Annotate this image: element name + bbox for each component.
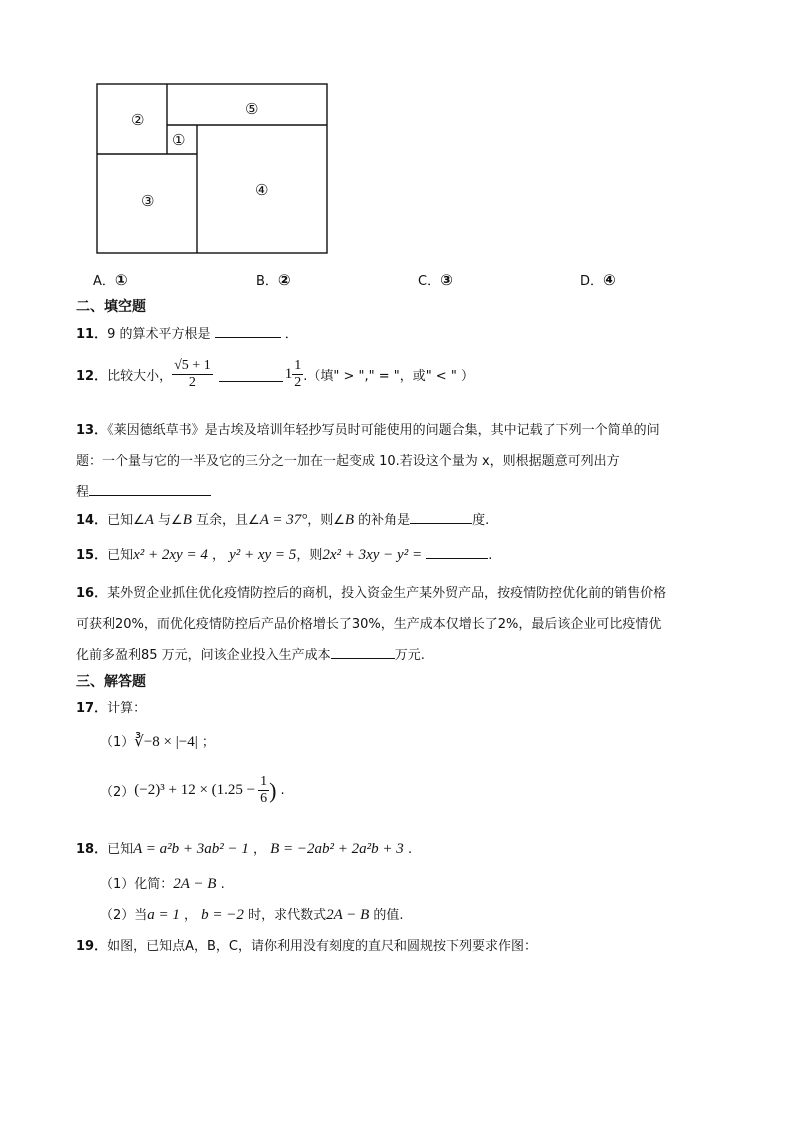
text: ； bbox=[201, 735, 215, 750]
answer-blank[interactable] bbox=[215, 323, 281, 338]
question-number: 11． bbox=[76, 327, 108, 342]
expr: A = 37° bbox=[259, 512, 308, 528]
section-heading-solve: 三、解答题 bbox=[76, 674, 146, 690]
option-a[interactable] bbox=[93, 270, 128, 289]
question-number: 14． bbox=[76, 513, 108, 528]
region-2-label: ② bbox=[131, 111, 145, 129]
region-3-label: ③ bbox=[141, 192, 155, 210]
question-text: 9 的算术平方根是 bbox=[107, 327, 211, 342]
paren: ) bbox=[269, 777, 277, 803]
question-end: 度. bbox=[472, 513, 490, 528]
question-number: 19． bbox=[76, 939, 108, 954]
question-line3: 化前多盈利85 万元，问该企业投入生产成本 bbox=[76, 648, 331, 663]
question-16 bbox=[76, 578, 666, 671]
fraction-sqrt5: $\frac{√5 + 1}{2}$ bbox=[174, 358, 211, 390]
question-text: 比较大小， bbox=[107, 369, 173, 384]
option-b[interactable] bbox=[256, 270, 291, 289]
question-text: 如图，已知点A，B，C，请你利用没有刻度的直尺和圆规按下列要求作图： bbox=[107, 939, 537, 954]
question-number: 18． bbox=[76, 842, 108, 857]
expr: y² + xy = 5 bbox=[229, 547, 297, 563]
region-4-label: ④ bbox=[255, 181, 269, 199]
question-11 bbox=[76, 323, 298, 342]
text: 的值. bbox=[373, 908, 404, 923]
text: 互余，且∠ bbox=[191, 513, 260, 528]
text: 已知 bbox=[107, 842, 134, 857]
question-15: 15．已知x² + 2xy = 4 ， y² + xy = 5，则2x² + 3xy − y² = . bbox=[76, 544, 492, 564]
part-label: （2） bbox=[100, 785, 135, 800]
expr: b = −2 bbox=[201, 907, 244, 923]
option-value: ① bbox=[114, 271, 128, 289]
text: 已知∠ bbox=[107, 513, 145, 528]
option-value: ③ bbox=[440, 271, 453, 289]
expr: A = a²b + 3ab² − 1 bbox=[133, 841, 249, 857]
question-end: . bbox=[488, 548, 493, 563]
question-17-part-2 bbox=[100, 774, 285, 807]
option-letter: B． bbox=[256, 274, 278, 289]
option-value: ② bbox=[277, 271, 291, 289]
answer-blank[interactable] bbox=[89, 481, 211, 496]
question-end: 万元. bbox=[394, 648, 425, 663]
answer-blank[interactable] bbox=[331, 644, 395, 659]
text: ，则 bbox=[296, 548, 323, 563]
question-number: 13． bbox=[76, 423, 108, 438]
expr: a = 1 bbox=[147, 907, 180, 923]
question-number: 12． bbox=[76, 369, 108, 384]
answer-blank[interactable] bbox=[426, 544, 488, 559]
question-17 bbox=[76, 697, 146, 716]
part-label: （2）当 bbox=[100, 908, 148, 923]
expr: x² + 2xy = 4 bbox=[133, 547, 208, 563]
fraction-one-sixth: $\frac{1}{6}$ bbox=[260, 774, 268, 806]
question-18-part-1 bbox=[100, 873, 225, 893]
text: ，则∠ bbox=[307, 513, 345, 528]
part-label: （1） bbox=[100, 735, 135, 750]
question-line2: 可获利20%，而优化疫情防控后产品价格增长了30%，生产成本仅增长了2%，最后该企业可比疫情优 bbox=[76, 617, 662, 632]
expr: B = −2ab² + 2a²b + 3 bbox=[270, 841, 404, 857]
question-line3: 程 bbox=[76, 485, 90, 500]
question-number: 15． bbox=[76, 548, 108, 563]
expr: ∛−8 × |−4| bbox=[134, 734, 198, 750]
question-13 bbox=[76, 415, 660, 508]
question-17-part-1 bbox=[100, 731, 215, 751]
option-value: ④ bbox=[603, 271, 616, 289]
question-number: 17． bbox=[76, 701, 108, 716]
var-b: B bbox=[182, 512, 192, 528]
question-12 bbox=[76, 358, 474, 391]
question-18: 18．已知A = a²b + 3ab² − 1 ， B = −2ab² + 2a²b + 3 . bbox=[76, 841, 413, 857]
question-19 bbox=[76, 935, 537, 954]
mixed-whole: 1 bbox=[284, 366, 293, 382]
rectangle-figure bbox=[90, 78, 335, 260]
region-5-label: ⑤ bbox=[245, 100, 259, 118]
question-end: ． bbox=[284, 327, 298, 342]
question-18-part-2: （2）当a = 1 ， b = −2 时，求代数式2A − B 的值. bbox=[100, 907, 404, 923]
option-letter: A． bbox=[93, 274, 115, 289]
question-line1: 某外贸企业抓住优化疫情防控后的商机，投入资金生产某外贸产品，按疫情防控优化前的销售价格 bbox=[107, 586, 667, 601]
text: . bbox=[407, 842, 413, 857]
text: 的补角是 bbox=[354, 513, 411, 528]
section-heading-fill: 二、填空题 bbox=[76, 299, 146, 315]
option-letter: D． bbox=[580, 274, 604, 289]
option-letter: C． bbox=[418, 274, 441, 289]
text: . bbox=[280, 783, 285, 798]
var-a: A bbox=[144, 512, 154, 528]
option-d[interactable] bbox=[580, 270, 616, 289]
expr: (−2)³ + 12 × (1.25 − bbox=[134, 782, 256, 798]
question-14 bbox=[76, 509, 489, 529]
answer-blank[interactable] bbox=[410, 509, 472, 524]
text: . bbox=[220, 877, 225, 892]
question-text: 计算： bbox=[107, 701, 147, 716]
question-number: 16． bbox=[76, 586, 108, 601]
fraction-half: $\frac{1}{2}$ bbox=[294, 358, 302, 390]
expr: 2x² + 3xy − y² = bbox=[322, 547, 423, 563]
question-line1: 《莱因德纸草书》是古埃及培训年轻抄写员时可能使用的问题合集，其中记载了下列一个简单的问 bbox=[107, 423, 660, 438]
question-line2: 题：一个量与它的一半及它的三分之一加在一起变成 10.若设这个量为 x，则根据题意可列出方 bbox=[76, 454, 620, 469]
text: 时，求代数式 bbox=[248, 908, 327, 923]
expr: 2A − B bbox=[173, 876, 217, 892]
region-1-label: ① bbox=[172, 131, 186, 149]
text: 已知 bbox=[107, 548, 134, 563]
answer-blank[interactable] bbox=[219, 367, 283, 382]
text: 与∠ bbox=[153, 513, 183, 528]
var-b: B bbox=[344, 512, 355, 528]
expr: 2A − B bbox=[326, 907, 370, 923]
part-label: （1）化简： bbox=[100, 877, 174, 892]
option-c[interactable] bbox=[418, 270, 453, 289]
hint-text: .（填" > "," = "，或" < " ） bbox=[303, 369, 474, 384]
